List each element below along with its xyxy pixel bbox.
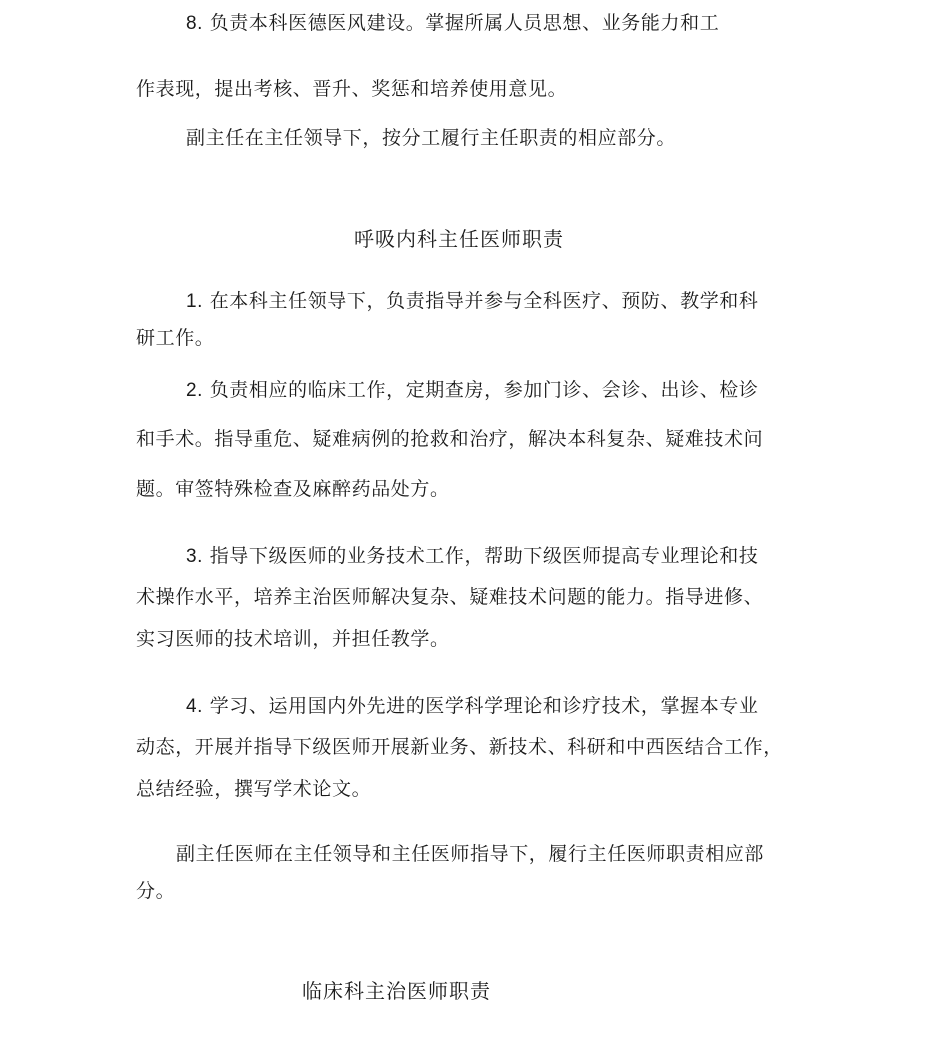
resp-item-2-text-1: 负责相应的临床工作，定期查房，参加门诊、会诊、出诊、检诊 — [209, 379, 759, 401]
item-8-line-1 — [186, 10, 719, 37]
resp-item-3-line-2: 术操作水平，培养主治医师解决复杂、疑难技术问题的能力。指导进修、 — [136, 586, 764, 608]
section-title-respiratory: 呼吸内科主任医师职责 — [354, 227, 564, 251]
item-8-text: 负责本科医德医风建设。掌握所属人员思想、业务能力和工 — [209, 12, 720, 34]
resp-item-1-text-1: 在本科主任领导下，负责指导并参与全科医疗、预防、教学和科 — [209, 290, 759, 312]
resp-item-1-number: 1. — [186, 291, 204, 312]
deputy-director-note: 副主任在主任领导下，按分工履行主任职责的相应部分。 — [186, 127, 677, 149]
resp-item-4-line-3: 总结经验，撰写学术论文。 — [136, 778, 372, 800]
item-8-number: 8. — [186, 13, 204, 34]
resp-item-4-line-2: 动态，开展并指导下级医师开展新业务、新技术、科研和中西医结合工作， — [136, 736, 783, 758]
resp-item-2-line-2: 和手术。指导重危、疑难病例的抢救和治疗，解决本科复杂、疑难技术问 — [136, 428, 764, 450]
resp-item-1-line-2: 研工作。 — [136, 327, 215, 349]
section-title-clinical: 临床科主治医师职责 — [302, 979, 491, 1003]
resp-item-3-number: 3. — [186, 546, 204, 567]
item-8-line-2: 作表现，提出考核、晋升、奖惩和培养使用意见。 — [136, 78, 568, 100]
resp-item-4-number: 4. — [186, 696, 204, 717]
resp-item-2-line-1 — [186, 377, 759, 404]
resp-item-3-line-1 — [186, 543, 759, 570]
resp-item-4-line-1 — [186, 693, 759, 720]
resp-item-2-line-3: 题。审签特殊检查及麻醉药品处方。 — [136, 478, 450, 500]
resp-item-2-number: 2. — [186, 380, 204, 401]
deputy-chief-note-line-2: 分。 — [136, 880, 176, 902]
resp-item-3-line-3: 实习医师的技术培训，并担任教学。 — [136, 628, 450, 650]
resp-item-1-line-1 — [186, 288, 759, 315]
deputy-chief-note-line-1: 副主任医师在主任领导和主任医师指导下，履行主任医师职责相应部 — [176, 843, 765, 865]
resp-item-3-text-1: 指导下级医师的业务技术工作，帮助下级医师提高专业理论和技 — [209, 545, 759, 567]
resp-item-4-text-1: 学习、运用国内外先进的医学科学理论和诊疗技术，掌握本专业 — [209, 695, 759, 717]
